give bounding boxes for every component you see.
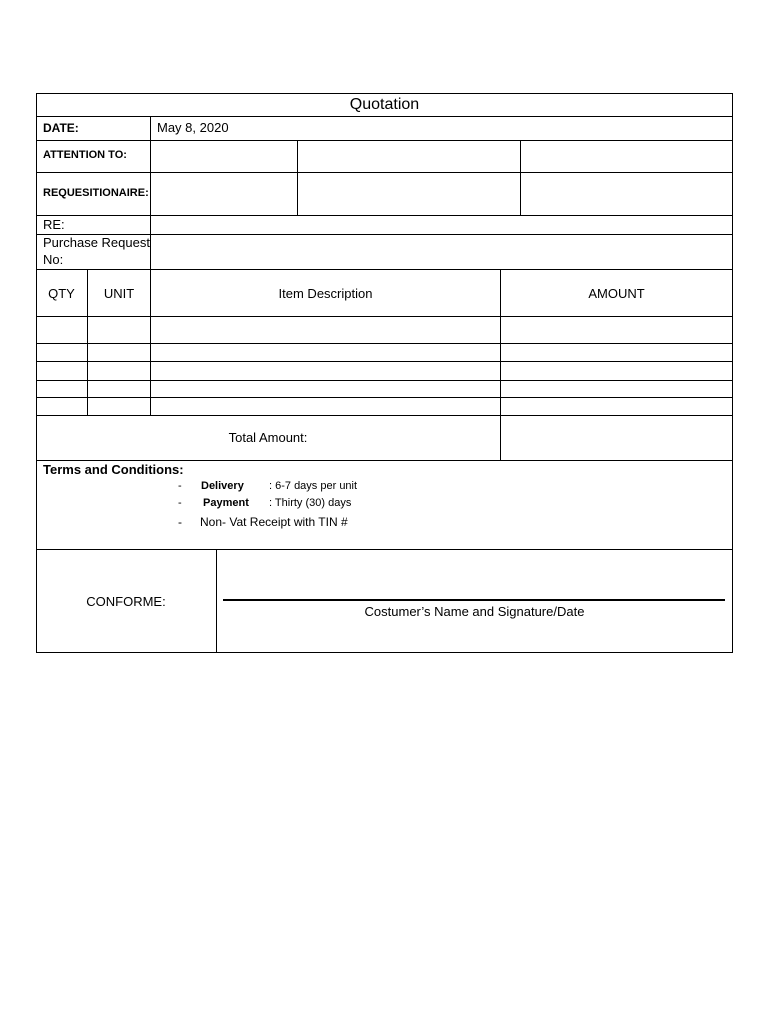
requesitionaire-label: REQUESITIONAIRE: (43, 187, 149, 199)
table-row[interactable] (37, 362, 732, 380)
terms-bullet-delivery: - (178, 480, 182, 492)
total-amount-field[interactable] (501, 416, 732, 460)
column-header-amount: AMOUNT (588, 286, 645, 301)
terms-delivery-value: : 6-7 days per unit (269, 480, 358, 492)
date-value[interactable]: May 8, 2020 (157, 120, 229, 135)
divider-total (36, 460, 733, 461)
attention-field-2[interactable] (298, 141, 520, 172)
quotation-form (36, 93, 733, 653)
attention-field-3[interactable] (521, 141, 732, 172)
terms-bullet-payment: - (178, 497, 182, 509)
purchase-request-label-line2: No: (43, 252, 64, 267)
terms-bullet-vat: - (178, 515, 182, 529)
column-header-item-description: Item Description (278, 286, 373, 301)
requesitionaire-field-2[interactable] (298, 173, 520, 215)
date-label: DATE: (43, 121, 79, 135)
border-top (36, 93, 733, 94)
requesitionaire-field-1[interactable] (151, 173, 297, 215)
terms-payment-value: : Thirty (30) days (269, 497, 352, 509)
attention-field-1[interactable] (151, 141, 297, 172)
conforme-label: CONFORME: (86, 594, 166, 609)
column-header-qty: QTY (48, 286, 75, 301)
terms-delivery-label: Delivery (201, 480, 244, 492)
requesitionaire-field-3[interactable] (521, 173, 732, 215)
re-label: RE: (43, 217, 65, 232)
signature-caption: Costumer’s Name and Signature/Date (364, 604, 585, 619)
terms-heading: Terms and Conditions: (43, 462, 184, 477)
table-row[interactable] (37, 344, 732, 361)
page-title: Quotation (349, 96, 420, 113)
column-header-unit: UNIT (103, 286, 135, 301)
re-field[interactable] (151, 216, 732, 234)
purchase-request-field[interactable] (151, 235, 732, 269)
table-row[interactable] (37, 398, 732, 415)
attention-label: ATTENTION TO: (43, 149, 127, 161)
table-row[interactable] (37, 381, 732, 397)
signature-field[interactable] (217, 550, 732, 652)
signature-line (223, 599, 725, 601)
border-right (732, 93, 733, 653)
purchase-request-label-line1: Purchase Request (43, 235, 150, 250)
divider-pr (36, 269, 733, 270)
terms-vat-text: Non- Vat Receipt with TIN # (200, 515, 348, 529)
divider-title (36, 116, 733, 117)
terms-payment-label: Payment (203, 497, 249, 509)
table-row[interactable] (37, 317, 732, 343)
total-amount-label: Total Amount: (228, 430, 308, 445)
border-bottom (36, 652, 733, 653)
